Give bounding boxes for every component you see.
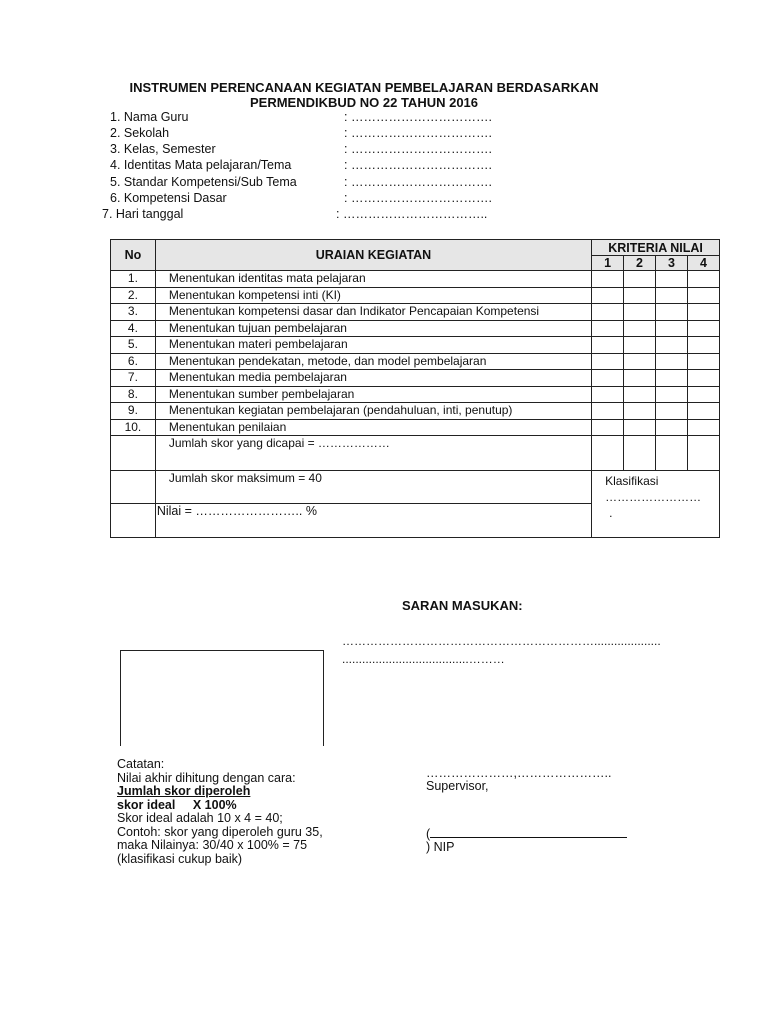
score-cell[interactable]	[656, 287, 688, 304]
table-row	[111, 304, 720, 321]
score-cell[interactable]	[687, 304, 719, 321]
saran-line-2: ......................................………	[342, 652, 505, 666]
score-cell[interactable]	[656, 271, 688, 288]
score-cell[interactable]	[624, 287, 656, 304]
summary-empty-no	[111, 471, 156, 504]
identity-value-sekolah: : …………………………….	[344, 126, 492, 140]
identity-label-sekolah: 2. Sekolah	[110, 126, 170, 140]
table-row	[111, 419, 720, 436]
document-title-line2: PERMENDIKBUD NO 22 TAHUN 2016	[249, 95, 479, 110]
score-cell[interactable]	[656, 337, 688, 354]
row-text: Menentukan identitas mata pelajaran	[155, 271, 591, 288]
score-cell[interactable]	[592, 353, 624, 370]
score-cell[interactable]	[592, 320, 624, 337]
row-text: Menentukan media pembelajaran	[155, 370, 591, 387]
score-cell[interactable]	[592, 304, 624, 321]
score-cell[interactable]	[592, 403, 624, 420]
score-cell[interactable]	[592, 271, 624, 288]
score-cell[interactable]	[656, 419, 688, 436]
notes-line-5: Contoh: skor yang diperoleh guru 35,	[117, 824, 323, 839]
assessment-table	[110, 239, 720, 538]
nilai-field: Nilai = …………………….. %	[155, 504, 591, 538]
notes-line-6: maka Nilainya: 30/40 x 100% = 75	[117, 838, 308, 852]
row-text: Menentukan pendekatan, metode, dan model pembelajaran	[155, 353, 591, 370]
signature-underline	[430, 826, 627, 838]
row-number: 10.	[111, 419, 156, 436]
table-row	[111, 386, 720, 403]
klasifikasi-cell	[592, 471, 720, 538]
score-cell[interactable]	[624, 419, 656, 436]
identity-label-hari: 7. Hari tanggal	[102, 207, 184, 221]
signature-name-line	[426, 826, 627, 841]
score-cell[interactable]	[624, 370, 656, 387]
row-number: 6.	[111, 353, 156, 370]
jumlah-maksimum: Jumlah skor maksimum = 40	[155, 471, 591, 504]
header-kriteria: KRITERIA NILAI	[592, 240, 720, 256]
table-row	[111, 320, 720, 337]
row-number: 9.	[111, 403, 156, 420]
summary-empty-no	[111, 504, 156, 538]
notes-line-1: Nilai akhir dihitung dengan cara:	[117, 770, 296, 785]
score-cell[interactable]	[592, 370, 624, 387]
notes-skor-ideal: skor ideal	[117, 797, 176, 812]
score-cell[interactable]	[687, 370, 719, 387]
score-cell[interactable]	[592, 419, 624, 436]
score-cell[interactable]	[687, 287, 719, 304]
score-cell[interactable]	[592, 436, 624, 471]
saran-line-1: ………………………………………………………....................	[342, 634, 661, 648]
score-cell[interactable]	[624, 337, 656, 354]
header-kriteria-3: 3	[656, 256, 688, 271]
score-cell[interactable]	[624, 353, 656, 370]
jumlah-dicapai: Jumlah skor yang dicapai = ………………	[155, 436, 591, 471]
saran-title: SARAN MASUKAN:	[402, 598, 523, 613]
notes-block	[117, 758, 323, 866]
row-number: 3.	[111, 304, 156, 321]
signature-role: Supervisor,	[426, 779, 489, 793]
score-cell[interactable]	[656, 370, 688, 387]
score-cell[interactable]	[656, 436, 688, 471]
table-row	[111, 337, 720, 354]
header-uraian: URAIAN KEGIATAN	[155, 240, 591, 271]
table-row	[111, 271, 720, 288]
klasifikasi-label: Klasifikasi	[605, 474, 659, 488]
score-cell[interactable]	[624, 436, 656, 471]
score-cell[interactable]	[687, 386, 719, 403]
score-cell[interactable]	[656, 320, 688, 337]
signature-open-paren: (	[426, 827, 431, 841]
score-cell[interactable]	[624, 386, 656, 403]
notes-formula-denominator	[117, 799, 323, 813]
identity-value-standar: : …………………………….	[344, 175, 492, 189]
row-text: Menentukan kegiatan pembelajaran (pendahuluan, inti, penutup)	[155, 403, 591, 420]
table-row	[111, 403, 720, 420]
score-cell[interactable]	[687, 403, 719, 420]
identity-label-mapel: 4. Identitas Mata pelajaran/Tema	[110, 158, 292, 172]
identity-label-nama-guru: 1. Nama Guru	[110, 110, 189, 124]
table-row	[111, 370, 720, 387]
table-row	[111, 353, 720, 370]
notes-formula-numerator: Jumlah skor diperoleh	[117, 784, 251, 798]
score-cell[interactable]	[656, 304, 688, 321]
identity-value-nama-guru: : …………………………….	[344, 110, 492, 124]
row-number: 8.	[111, 386, 156, 403]
row-text: Menentukan penilaian	[155, 419, 591, 436]
signature-nip: ) NIP	[426, 840, 455, 854]
score-cell[interactable]	[656, 353, 688, 370]
row-text: Menentukan sumber pembelajaran	[155, 386, 591, 403]
identity-value-hari: : ……………………………..	[336, 207, 488, 221]
score-cell[interactable]	[592, 287, 624, 304]
stamp-box	[120, 650, 324, 746]
score-cell[interactable]	[592, 386, 624, 403]
row-number: 4.	[111, 320, 156, 337]
header-kriteria-4: 4	[687, 256, 719, 271]
row-text: Menentukan tujuan pembelajaran	[155, 320, 591, 337]
score-cell[interactable]	[687, 271, 719, 288]
header-no: No	[111, 240, 156, 271]
score-cell[interactable]	[624, 271, 656, 288]
header-kriteria-2: 2	[624, 256, 656, 271]
notes-line-4: Skor ideal adalah 10 x 4 = 40;	[117, 811, 283, 825]
row-number: 1.	[111, 271, 156, 288]
notes-x100: X 100%	[192, 797, 237, 812]
score-cell[interactable]	[624, 403, 656, 420]
row-number: 7.	[111, 370, 156, 387]
row-text: Menentukan materi pembelajaran	[155, 337, 591, 354]
score-cell[interactable]	[687, 436, 719, 471]
identity-value-kd: : …………………………….	[344, 191, 492, 205]
score-cell[interactable]	[687, 337, 719, 354]
notes-line-7: (klasifikasi cukup baik)	[117, 851, 243, 866]
row-number: 2.	[111, 287, 156, 304]
signature-place-date: …………………,…………………..	[426, 766, 612, 780]
identity-label-kd: 6. Kompetensi Dasar	[110, 191, 227, 205]
score-cell[interactable]	[592, 337, 624, 354]
identity-label-standar: 5. Standar Kompetensi/Sub Tema	[110, 175, 297, 189]
summary-empty-no	[111, 436, 156, 471]
klasifikasi-end: .	[609, 506, 613, 520]
score-cell[interactable]	[687, 353, 719, 370]
identity-value-mapel: : …………………………….	[344, 158, 492, 172]
score-cell[interactable]	[687, 419, 719, 436]
row-text: Menentukan kompetensi inti (KI)	[155, 287, 591, 304]
notes-catatan: Catatan:	[117, 757, 165, 771]
score-cell[interactable]	[656, 403, 688, 420]
identity-value-kelas: : …………………………….	[344, 142, 492, 156]
document-title-line1: INSTRUMEN PERENCANAAN KEGIATAN PEMBELAJARAN BERDASARKAN	[129, 80, 599, 95]
klasifikasi-dots: ……………………	[605, 490, 702, 504]
score-cell[interactable]	[624, 320, 656, 337]
identity-label-kelas: 3. Kelas, Semester	[110, 142, 216, 156]
row-text: Menentukan kompetensi dasar dan Indikator Pencapaian Kompetensi	[155, 304, 591, 321]
score-cell[interactable]	[656, 386, 688, 403]
row-number: 5.	[111, 337, 156, 354]
score-cell[interactable]	[687, 320, 719, 337]
table-row	[111, 287, 720, 304]
header-kriteria-1: 1	[592, 256, 624, 271]
score-cell[interactable]	[624, 304, 656, 321]
